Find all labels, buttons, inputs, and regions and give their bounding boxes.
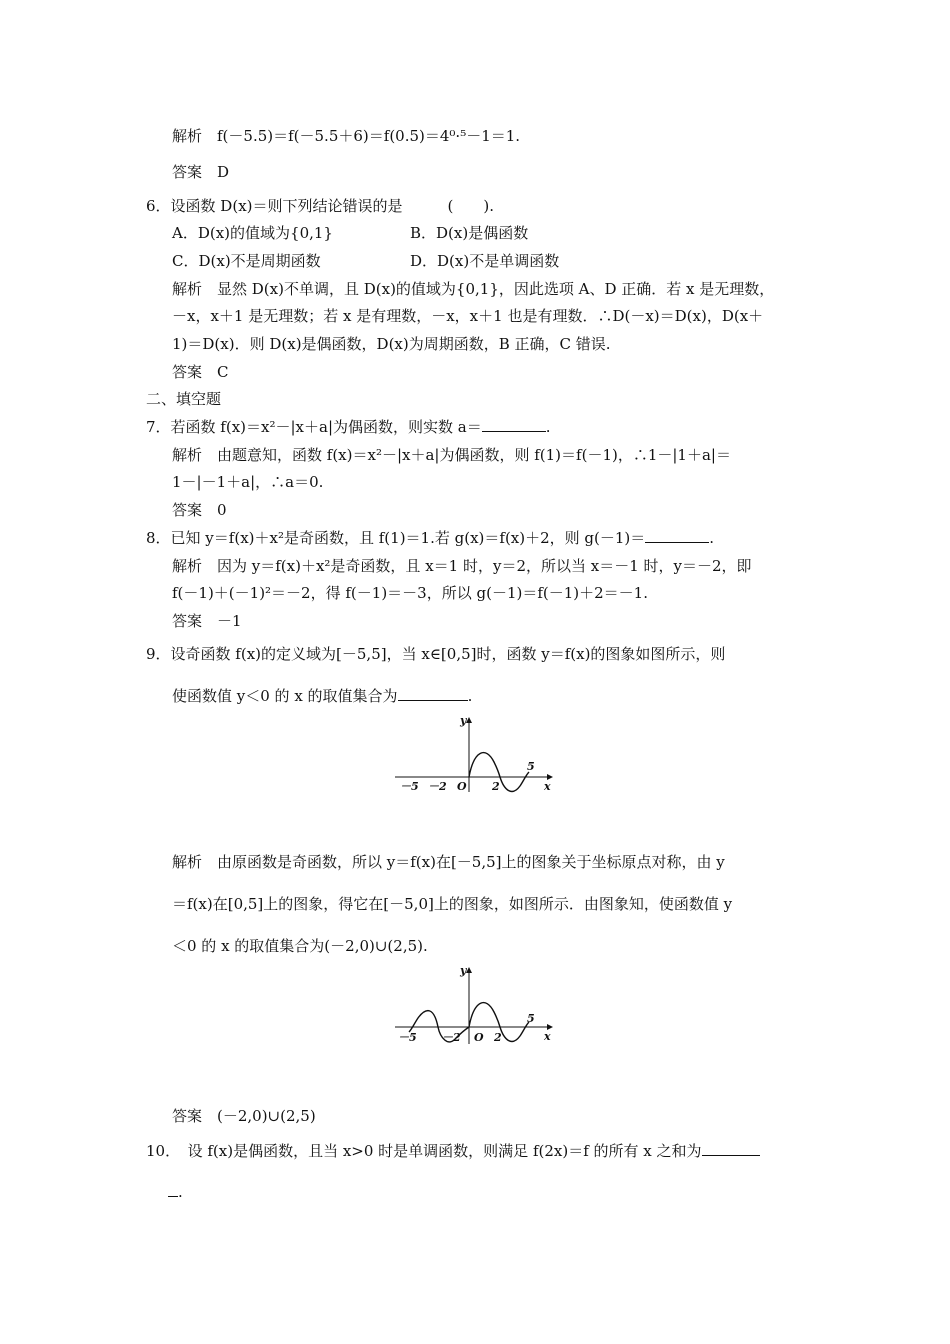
question-9-period: . bbox=[467, 687, 473, 705]
question-10-text: 10． 设 f(x)是偶函数，且当 x>0 时是单调函数，则满足 f(2x)＝f 的所有 x 之和为 bbox=[146, 1142, 702, 1160]
solution-7-line-2: 1－|－1＋a|，∴a＝0. bbox=[172, 473, 324, 491]
solution-6-line-2: －x，x＋1 是无理数；若 x 是有理数，－x，x＋1 也是有理数．∴D(－x)＝D(x)，D(x＋ bbox=[172, 307, 764, 325]
solution-5: 解析 f(－5.5)＝f(－5.5＋6)＝f(0.5)＝4⁰·⁵－1＝1. bbox=[172, 127, 521, 145]
answer-7: 答案 0 bbox=[172, 501, 227, 519]
question-9-text: 使函数值 y＜0 的 x 的取值集合为 bbox=[172, 687, 398, 705]
question-10 bbox=[146, 1141, 760, 1161]
answer-5: 答案 D bbox=[172, 163, 230, 181]
answer-blank bbox=[645, 528, 709, 543]
solution-9-line-1: 解析 由原函数是奇函数，所以 y＝f(x)在[－5,5]上的图象关于坐标原点对称，由 y bbox=[172, 853, 725, 871]
answer-blank bbox=[702, 1141, 760, 1156]
question-10-period: . bbox=[178, 1183, 183, 1201]
answer-6: 答案 C bbox=[172, 363, 229, 381]
solution-9-line-3: ＜0 的 x 的取值集合为(－2,0)∪(2,5). bbox=[172, 937, 428, 955]
question-7-text: 7．若函数 f(x)＝x²－|x＋a|为偶函数，则实数 a＝ bbox=[146, 418, 482, 436]
origin-label: O bbox=[457, 780, 467, 793]
section-heading: 二、填空题 bbox=[146, 390, 222, 408]
solution-8-line-2: f(－1)＋(－1)²＝－2，得 f(－1)＝－3，所以 g(－1)＝f(－1)＋2＝－1. bbox=[172, 584, 648, 602]
solution-6-line-1: 解析 显然 D(x)不单调，且 D(x)的值域为{0,1}，因此选项 A、D 正确．若 x 是无理数， bbox=[172, 280, 775, 298]
tick-label-neg5: －5 bbox=[400, 780, 419, 793]
solution-6-line-3: 1)＝D(x)．则 D(x)是偶函数，D(x)为周期函数，B 正确，C 错误. bbox=[172, 335, 611, 353]
answer-9: 答案 (－2,0)∪(2,5) bbox=[172, 1107, 316, 1125]
q6-option-a: A．D(x)的值域为{0,1} bbox=[172, 224, 333, 242]
tick-label-neg2: －2 bbox=[442, 1031, 461, 1044]
question-8-period: . bbox=[709, 529, 715, 547]
solution-9-line-2: ＝f(x)在[0,5]上的图象，得它在[－5,0]上的图象，如图所示．由图象知，使函数值 y bbox=[172, 895, 733, 913]
answer-blank bbox=[482, 417, 546, 432]
question-7-period: . bbox=[545, 418, 551, 436]
q6-option-d: D．D(x)不是单调函数 bbox=[410, 252, 560, 270]
question-9-line-1: 9．设奇函数 f(x)的定义域为[－5,5]，当 x∈[0,5]时，函数 y＝f(x)的图象如图所示，则 bbox=[146, 645, 726, 663]
tick-label-2: 2 bbox=[492, 780, 500, 793]
axis-label-x: x bbox=[544, 780, 551, 793]
question-8 bbox=[146, 528, 714, 548]
answer-8: 答案 －1 bbox=[172, 612, 242, 630]
q6-option-c: C．D(x)不是周期函数 bbox=[172, 252, 321, 270]
axis-label-x: x bbox=[544, 1030, 551, 1043]
question-10-continuation bbox=[168, 1182, 183, 1202]
tick-label-neg5: －5 bbox=[398, 1031, 417, 1044]
question-7 bbox=[146, 417, 551, 437]
solution-8-line-1: 解析 因为 y＝f(x)＋x²是奇函数，且 x＝1 时，y＝2，所以当 x＝－1 时，y＝－2，即 bbox=[172, 557, 752, 575]
graph-figure-2 bbox=[390, 962, 560, 1048]
axis-label-y: y bbox=[460, 714, 467, 727]
q6-option-b: B．D(x)是偶函数 bbox=[410, 224, 529, 242]
graph-figure-1 bbox=[390, 712, 560, 796]
tick-label-5: 5 bbox=[527, 1012, 535, 1025]
question-6: 6．设函数 D(x)＝则下列结论错误的是 ( ). bbox=[146, 197, 494, 215]
question-9-line-2 bbox=[172, 686, 472, 706]
tick-label-2: 2 bbox=[494, 1031, 502, 1044]
origin-label: O bbox=[474, 1031, 484, 1044]
question-8-text: 8．已知 y＝f(x)＋x²是奇函数，且 f(1)＝1.若 g(x)＝f(x)＋2，则 g(－1)＝ bbox=[146, 529, 646, 547]
answer-blank-end bbox=[168, 1182, 178, 1197]
tick-label-5: 5 bbox=[527, 760, 535, 773]
solution-7-line-1: 解析 由题意知，函数 f(x)＝x²－|x＋a|为偶函数，则 f(1)＝f(－1)，∴1－|1＋a|＝ bbox=[172, 446, 731, 464]
tick-label-neg2: －2 bbox=[428, 780, 447, 793]
answer-blank bbox=[398, 686, 468, 701]
axis-label-y: y bbox=[460, 964, 467, 977]
